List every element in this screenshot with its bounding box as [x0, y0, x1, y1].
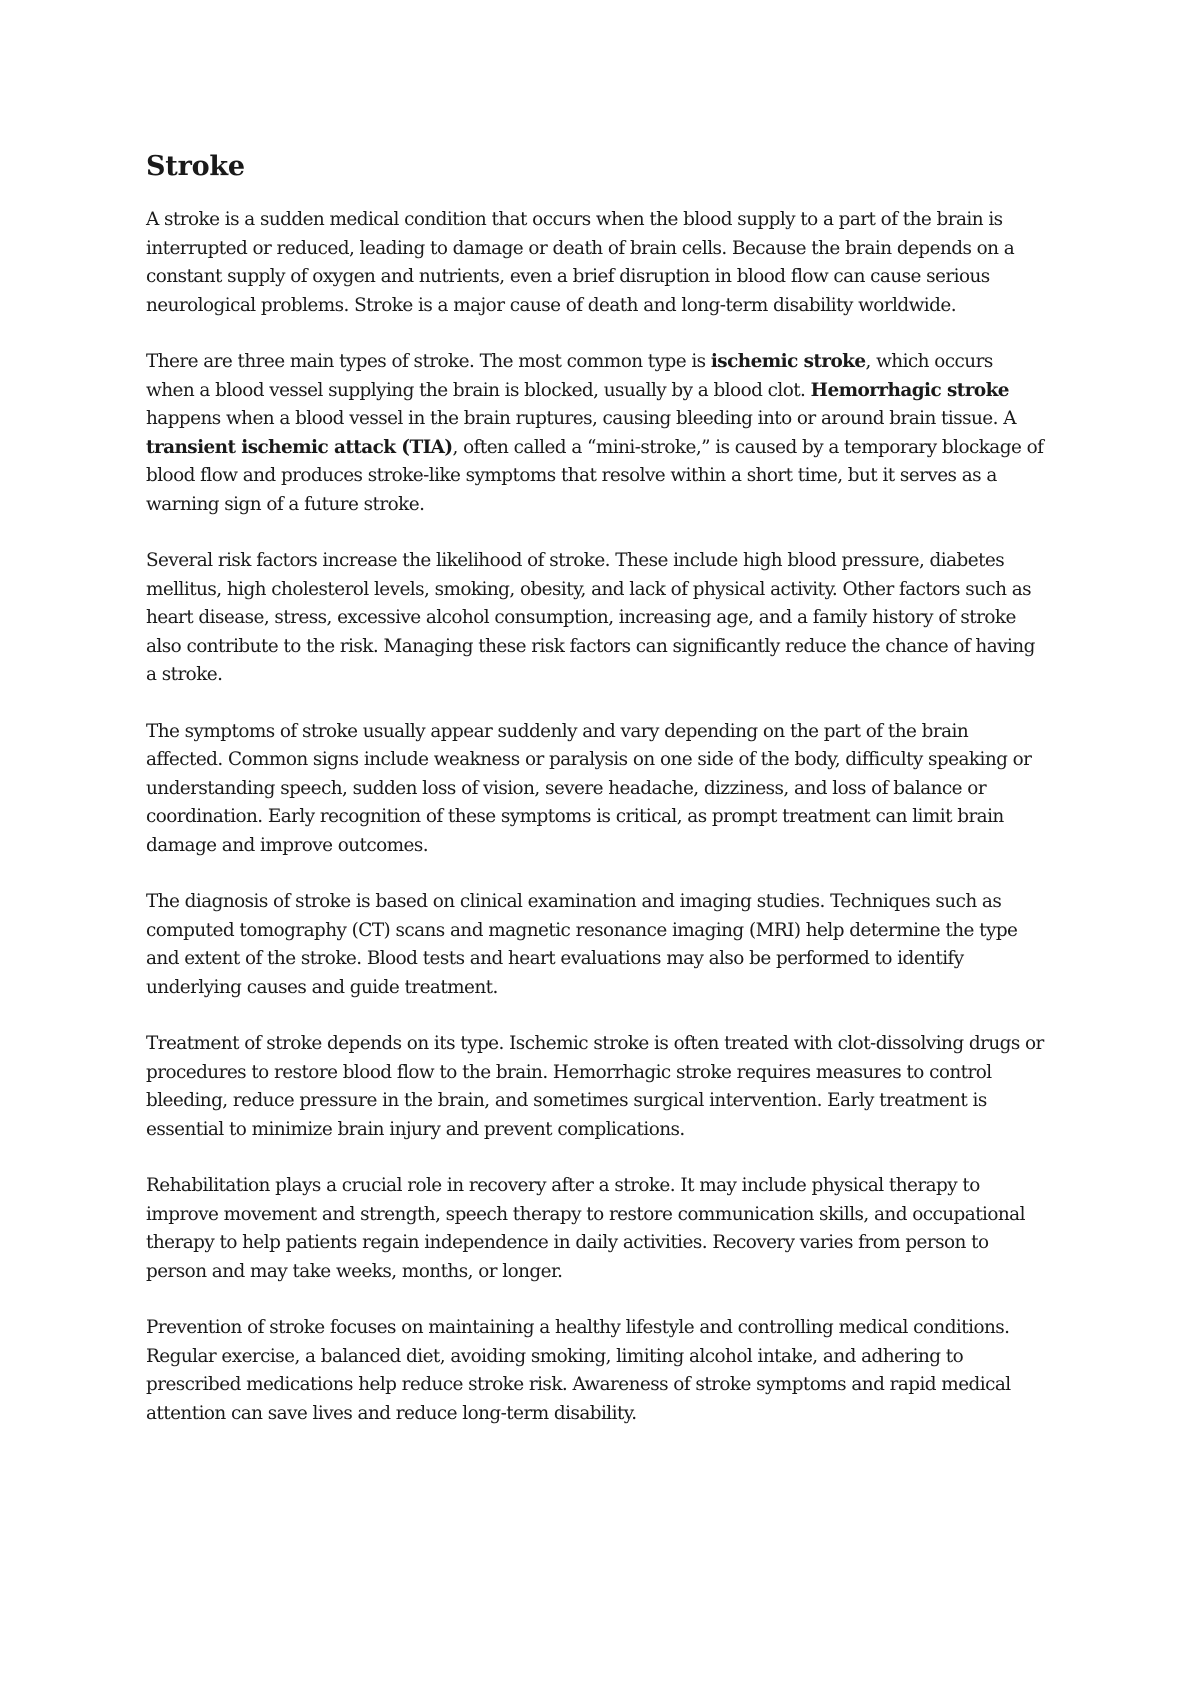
paragraph-text: Several risk factors increase the likelihood of stroke. These include high blood pressure, diabetes mellitus, high cholesterol levels, smoking, obesity, and lack of physical activity. Other factors such as heart disease, stress, excessive alcohol consumption, increasing age, and a family history of stroke also contribute to the risk. Managing these risk factors can significantly reduce the chance of having a stroke. — [146, 550, 1035, 685]
paragraph-text: There are three main types of stroke. The most common type is — [146, 351, 711, 372]
paragraph-text: The symptoms of stroke usually appear suddenly and vary depending on the part of the brain affected. Common signs include weakness or paralysis on one side of the body, difficulty speaking or understanding speech, sudden loss of vision, severe headache, dizziness, and loss of balance or coordination. Early recognition of these symptoms is critical, as prompt treatment can limit brain damage and improve outcomes. — [146, 720, 1032, 856]
bold-term: Hemorrhagic stroke — [810, 379, 1009, 401]
body-paragraph — [146, 888, 1046, 1002]
body-paragraph — [146, 547, 1046, 690]
paragraph-text: , which occurs when a blood vessel supplying the brain is blocked, usually by a blood clot. — [146, 351, 993, 401]
bold-term: transient ischemic attack (TIA) — [146, 436, 453, 458]
paragraph-list — [146, 206, 1046, 1428]
paragraph-text: A stroke is a sudden medical condition that occurs when the blood supply to a part of the brain is interrupted or reduced, leading to damage or death of brain cells. Because the brain depends on a constant supply of oxygen and nutrients, even a brief disruption in blood flow can cause serious neurological problems. Stroke is a major cause of death and long-term disability worldwide. — [146, 209, 1015, 316]
body-paragraph — [146, 206, 1046, 320]
body-paragraph — [146, 1030, 1046, 1144]
document-body — [146, 150, 1046, 1456]
paragraph-text: , often called a “mini-stroke,” is caused by a temporary blockage of blood flow and produces stroke-like symptoms that resolve within a short time, but it serves as a warning sign of a future stroke. — [146, 436, 1044, 515]
paragraph-text: Prevention of stroke focuses on maintaining a healthy lifestyle and controlling medical conditions. Regular exercise, a balanced diet, avoiding smoking, limiting alcohol intake, and adhering to prescribed medications help reduce stroke risk. Awareness of stroke symptoms and rapid medical attention can save lives and reduce long-term disability. — [146, 1317, 1011, 1424]
paragraph-text: Treatment of stroke depends on its type. Ischemic stroke is often treated with clot-dissolving drugs or procedures to restore blood flow to the brain. Hemorrhagic stroke requires measures to control bleeding, reduce pressure in the brain, and sometimes surgical intervention. Early treatment is essential to minimize brain injury and prevent complications. — [146, 1033, 1044, 1140]
paragraph-text: The diagnosis of stroke is based on clinical examination and imaging studies. Techniques such as computed tomography (CT) scans and magnetic resonance imaging (MRI) help determine the type and extent of the stroke. Blood tests and heart evaluations may also be performed to identify underlying causes and guide treatment. — [146, 891, 1018, 998]
bold-term: ischemic stroke — [710, 351, 866, 372]
body-paragraph — [146, 718, 1046, 861]
paragraph-text: Rehabilitation plays a crucial role in recovery after a stroke. It may include physical therapy to improve movement and strength, speech therapy to restore communication skills, and occupational therapy to help patients regain independence in daily activities. Recovery varies from person to person and may take weeks, months, or longer. — [146, 1175, 1025, 1282]
body-paragraph — [146, 1172, 1046, 1286]
body-paragraph — [146, 348, 1046, 519]
document-title: Stroke — [146, 151, 245, 182]
paragraph-text: happens when a blood vessel in the brain ruptures, causing bleeding into or around brain tissue. A — [146, 408, 1016, 429]
body-paragraph — [146, 1314, 1046, 1428]
